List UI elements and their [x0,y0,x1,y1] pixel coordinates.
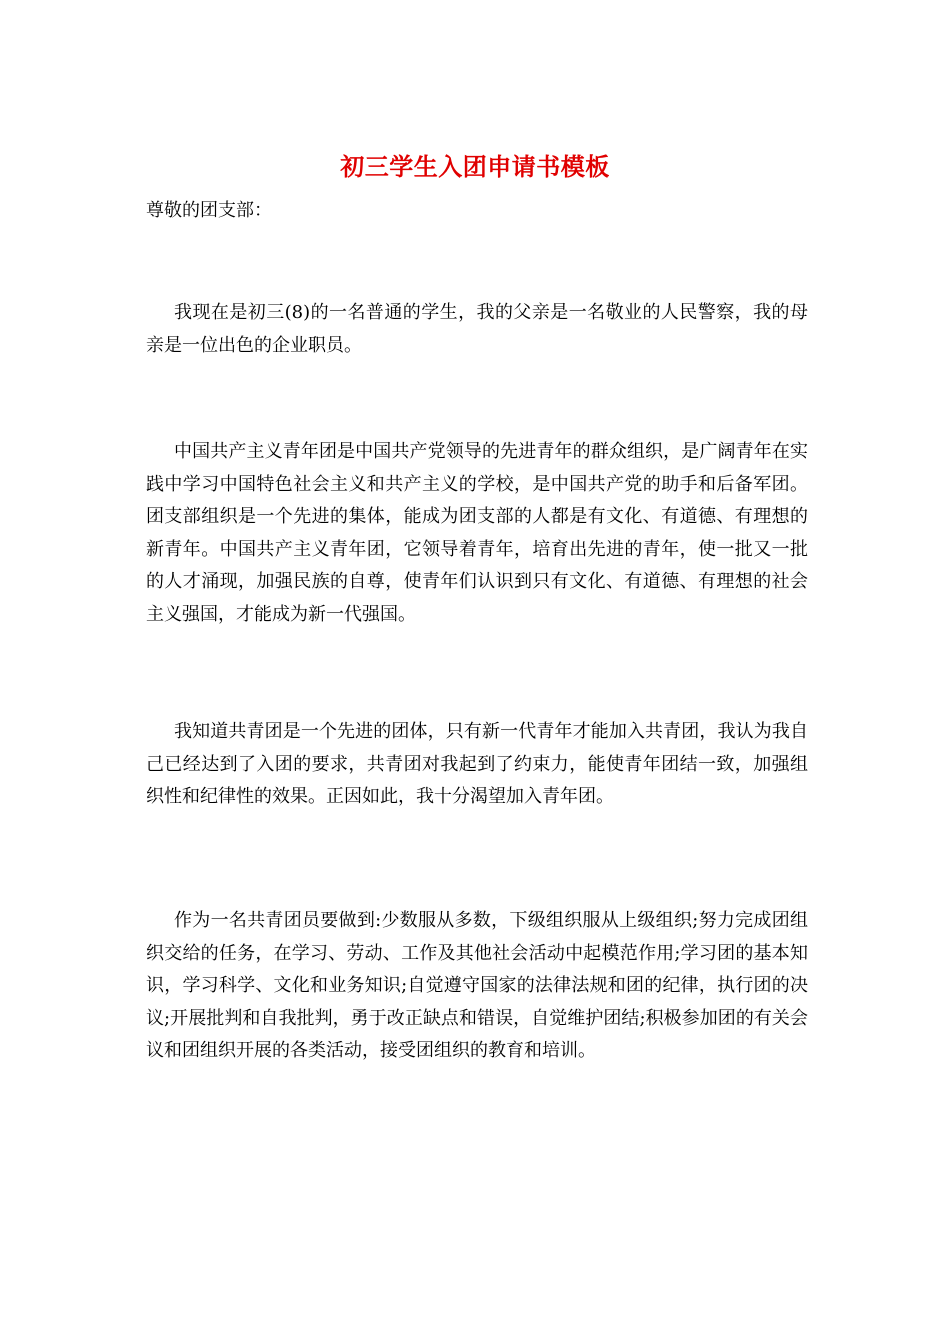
paragraph-4: 作为一名共青团员要做到:少数服从多数，下级组织服从上级组织;努力完成团组织交给的任务，在学习、劳动、工作及其他社会活动中起模范作用;学习团的基本知识，学习科学、文化和业务知识;自觉遵守国家的法律法规和团的纪律，执行团的决议;开展批判和自我批判，勇于改正缺点和错误，自觉维护团结;积极参加团的有关会议和团组织开展的各类活动，接受团组织的教育和培训。 [146,910,808,1061]
paragraph-3: 我知道共青团是一个先进的团体，只有新一代青年才能加入共青团，我认为我自己已经达到了入团的要求，共青团对我起到了约束力，能使青年团结一致，加强组织性和纪律性的效果。正因如此，我十分渴望加入青年团。 [146,721,808,807]
salutation: 尊敬的团支部： [146,200,272,221]
document-title: 初三学生入团申请书模板 [340,152,610,181]
paragraph-2: 中国共产主义青年团是中国共产党领导的先进青年的群众组织，是广阔青年在实践中学习中国特色社会主义和共产主义的学校，是中国共产党的助手和后备军团。 团支部组织是一个先进的集体，能成为团支部的人都是有文化、有道德、有理想的新青年。中国共产主义青年团，它领导着青年，培育出先进的青年，使一批又一批的人才涌现，加强民族的自尊，使青年们认识到只有文化、有道德、有理想的社会主义强国，才能成为新一代强国。 [146,441,808,625]
paragraph-1: 我现在是初三(8)的一名普通的学生，我的父亲是一名敬业的人民警察，我的母亲是一位出色的企业职员。 [146,302,808,356]
